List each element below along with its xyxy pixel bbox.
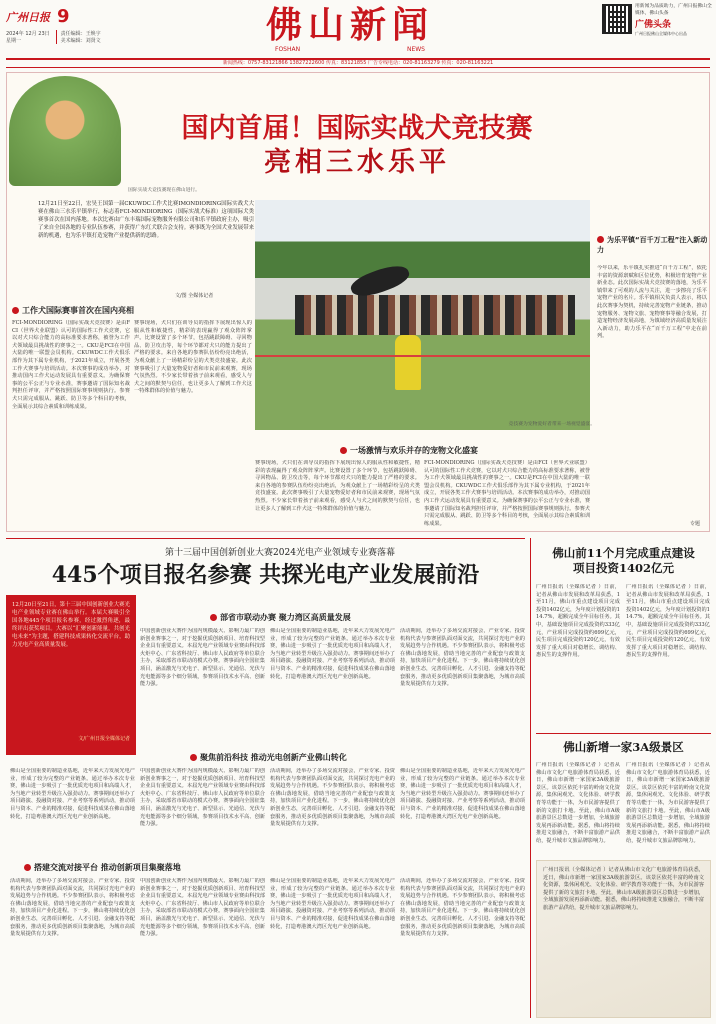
hotline-bar: 新闻热线：0757-83121866 13827222600 传真：83121855 广告专线电话：020-81163279 传真：020-81163221 xyxy=(6,58,710,68)
lead-byline: 文/图 全媒体记者 xyxy=(175,293,214,299)
column-divider xyxy=(530,538,531,1018)
masthead-left xyxy=(6,6,116,46)
lead-title-line2: 亮相三水乐平 xyxy=(264,147,450,178)
issue-date: 2024年 12月 23日 xyxy=(6,31,50,37)
designer: 美术编辑：刘贤文 xyxy=(60,38,101,44)
brief-1-title: 佛山前11个月完成重点建设 xyxy=(552,546,695,560)
second-summary-box xyxy=(6,595,136,755)
spectators xyxy=(295,295,575,335)
editor: 责任编辑：王焕宇 xyxy=(60,31,101,37)
brief-2-space xyxy=(536,860,711,1018)
second-column-10: 佛山是全国重要的制造业基地，近年来大力发展光电产业，形成了较为完整的产业链条。通过举办本次专业赛，佛山进一步吸引了一批优质光电项目和高端人才，为当地产业转型升级注入强劲动力。赛事期间还举办了项目路演、投融资对接、产业考察等系列活动，推动项目与资本、产业的精准对接，促进科技成果在佛山落地转化，打造粤港澳大湾区光电产业创新高地。 xyxy=(270,878,395,930)
lead-column-5: 今年以来，乐平镇扎实推进“百千万工程”，依托丰富的资源禀赋和区位优势，积极培育宠物产业新业态。此次国际实战犬竞技赛的落地，为乐平镇带来了可观的人流与关注，进一步擦亮了乐平宠物产业的名片。乐平镇相关负责人表示，将以此次赛事为契机，持续完善宠物产业链条，推动宠物服务、宠物文旅、宠物赛事等融合发展，打造宠物经济发展高地，为镇域经济高质量发展注入新动力，助力乐平在“百千万工程”中走在前列。 xyxy=(597,265,707,340)
lead-headline xyxy=(122,112,592,180)
brief-1-column-1: 广州日报讯（全媒体记者 ）日前，记者从佛山市发展和改革局获悉，1至11月，佛山市重点建设项目完成投资1402亿元，为年度计划投资的114.7%，超额完成全年目标任务。其中，基础设施项目完成投资约333亿元，产业项目完成投资约699亿元，民生项目完成投资约120亿元，有效发挥了重大项目对稳增长、调结构、惠民生的支撑作用。 xyxy=(536,584,620,659)
competition-photo xyxy=(255,200,590,430)
lead-intro: 12月21日至22日，宏昊王国第一届CKUWDC工作犬比赛IMONDIORING国际实战犬大赛在佛山三水乐平镇举行，标志着FCI-MONDIORING（国际实战犬标准）这项国际犬类赛事首次在国内落地。本次比赛由广东丰瑞国际宠物服务有限公司和乐平镇政府主办，吸引了来自全国各地的专业队伍参赛，并获得广东红犬联合会支持。赛事既为全国犬业发展带来新的机遇，也为乐平镇打造宠物产业提供新的思路。 xyxy=(38,201,254,239)
bullet-icon xyxy=(210,614,217,621)
qr-code-icon xyxy=(602,4,632,34)
brand-name: 广佛头条 xyxy=(635,20,672,30)
section-en-2: NEWS xyxy=(406,46,425,53)
brief-2-column-2: 广州日报讯（全媒体记者 ）记者从佛山市文化广电旅游体育局获悉，近日，佛山市新增一家国家3A级旅游景区。该景区依托丰富的岭南文化资源，集休闲观光、文化体验、研学教育等功能于一体，为市民游客提供了新的文旅打卡地。至此，佛山市A级旅游景区总数进一步增加，全域旅游发展再添新动能。据悉，佛山将持续推进文旅融合，不断丰富旅游产品供给，提升城市文旅品牌影响力。 xyxy=(626,762,710,844)
bullet-icon xyxy=(340,447,347,454)
second-column-6: 活动期间，还举办了多场交流对接会，产业专家、投资机构代表与参赛团队面对面交流，共同探讨光电产业的发展趋势与合作机遇。不少参赛团队表示，将积极考虑在佛山落地发展，借助当地完善的产业配套与政策支持，加快项目产业化进程。下一步，佛山将持续优化创新创业生态，完善项目孵化、人才引进、金融支持等配套服务，推动更多优质创新项目集聚落地，为城市高质量发展提供有力支撑。 xyxy=(270,768,395,828)
weekday: 星期一 xyxy=(6,38,22,44)
field-line xyxy=(255,355,590,357)
brief-1-headline xyxy=(536,546,711,576)
section-title-block xyxy=(235,2,465,53)
second-column-8: 活动期间，还举办了多场交流对接会，产业专家、投资机构代表与参赛团队面对面交流，共同探讨光电产业的发展趋势与合作机遇。不少参赛团队表示，将积极考虑在佛山落地发展，借助当地完善的产业配套与政策支持，加快项目产业化进程。下一步，佛山将持续优化创新创业生态，完善项目孵化、人才引进、金融支持等配套服务，推动更多优质创新项目集聚落地，为城市高质量发展提供有力支撑。 xyxy=(10,878,135,938)
bullet-icon xyxy=(597,236,604,243)
second-column-5: 中国创新创业大赛作为国内规模最大、影响力最广的创新创业赛事之一，对于挖掘优质创新项目、培育科技型企业具有重要意义。本届光电产业领域专业赛由科技部火炬中心、广东省科技厅、佛山市人民政府等单位联合主办，采取部省市联动的模式办赛。赛事面向全国征集项目，涵盖激光与光电子、新型显示、光通信、光伏与光电能源等多个细分领域，参赛项目技术水平高、创新能力强。 xyxy=(140,768,265,828)
lead-column-2: 赛事现场，犬只们在训导员的指挥下展现出惊人的服从性和敏捷性，精彩的表现赢得了观众阵阵掌声。比赛设置了多个环节，包括跳跃障碍、寻回物品、防卫攻击等，每个环节都对犬只的能力提出了严格的要求。来自各地的参赛队伍纷纷亮出绝活，为观众献上了一场精彩纷呈的犬类竞技盛宴。此次赛事吸引了大量宠物爱好者和市民前来观赛，现场气氛热烈。不少家长带着孩子前来观看，感受人与犬之间的默契与信任，也让更多人了解到工作犬这一特殊群体的价值与魅力。 xyxy=(134,320,252,395)
brief-divider xyxy=(536,733,711,734)
second-column-9: 中国创新创业大赛作为国内规模最大、影响力最广的创新创业赛事之一，对于挖掘优质创新项目、培育科技型企业具有重要意义。本届光电产业领域专业赛由科技部火炬中心、广东省科技厅、佛山市人民政府等单位联合主办，采取部省市联动的模式办赛。赛事面向全国征集项目，涵盖激光与光电子、新型显示、光通信、光伏与光电能源等多个细分领域，参赛项目技术水平高、创新能力强。 xyxy=(140,878,265,938)
lead-credit: 专题 xyxy=(690,521,701,527)
handler-figure xyxy=(395,335,421,390)
sub-heading-1: 工作犬国际赛事首次在国内亮相 xyxy=(12,305,232,316)
sub-heading-2: 一场激情与欢乐并存的宠物文化盛宴 xyxy=(340,445,540,456)
bullet-icon xyxy=(190,754,197,761)
brief-2-column-3: 广州日报讯（全媒体记者 ）记者从佛山市文化广电旅游体育局获悉，近日，佛山市新增一家国家3A级旅游景区。该景区依托丰富的岭南文化资源，集休闲观光、文化体验、研学教育等功能于一体，为市民游客提供了新的文旅打卡地。至此，佛山市A级旅游景区总数进一步增加，全域旅游发展再添新动能。据悉，佛山将持续推进文旅融合，不断丰富旅游产品供给，提升城市文旅品牌影响力。 xyxy=(543,867,704,911)
brief-2-title: 佛山新增一家3A级景区 xyxy=(563,740,684,754)
second-column-2: 佛山是全国重要的制造业基地，近年来大力发展光电产业，形成了较为完整的产业链条。通过举办本次专业赛，佛山进一步吸引了一批优质光电项目和高端人才，为当地产业转型升级注入强劲动力。赛事期间还举办了项目路演、投融资对接、产业考察等系列活动，推动项目与资本、产业的精准对接，促进科技成果在佛山落地转化，打造粤港澳大湾区光电产业创新高地。 xyxy=(270,628,395,680)
page-number: 9 xyxy=(57,6,70,27)
second-sub-3: 搭建交流对接平台 推动创新项目集聚落地 xyxy=(24,862,284,873)
second-column-1: 中国创新创业大赛作为国内规模最大、影响力最广的创新创业赛事之一，对于挖掘优质创新项目、培育科技型企业具有重要意义。本届光电产业领域专业赛由科技部火炬中心、广东省科技厅、佛山市人民政府等单位联合主办，采取部省市联动的模式办赛。赛事面向全国征集项目，涵盖激光与光电子、新型显示、光通信、光伏与光电能源等多个细分领域，参赛项目技术水平高、创新能力强。 xyxy=(140,628,265,688)
section-title: 佛山新闻 xyxy=(265,4,434,46)
section-en: FOSHAN xyxy=(275,46,301,53)
brief-1-column-2: 广州日报讯（全媒体记者 ）日前，记者从佛山市发展和改革局获悉，1至11月，佛山市重点建设项目完成投资1402亿元，为年度计划投资的114.7%，超额完成全年目标任务。其中，基础设施项目完成投资约333亿元，产业项目完成投资约699亿元，民生项目完成投资约120亿元，有效发挥了重大项目对稳增长、调结构、惠民生的支撑作用。 xyxy=(626,584,710,659)
second-box-credit: 文/广州日报全媒体记者 xyxy=(78,736,130,742)
second-column-3: 活动期间，还举办了多场交流对接会，产业专家、投资机构代表与参赛团队面对面交流，共同探讨光电产业的发展趋势与合作机遇。不少参赛团队表示，将积极考虑在佛山落地发展，借助当地完善的产业配套与政策支持，加快项目产业化进程。下一步，佛山将持续优化创新创业生态，完善项目孵化、人才引进、金融支持等配套服务，推动更多优质创新项目集聚落地，为城市高质量发展提供有力支撑。 xyxy=(400,628,525,688)
second-sub-2: 聚焦前沿科技 推动光电创新产业佛山转化 xyxy=(190,752,450,763)
second-sub-1: 部省市联动办赛 聚力湾区高质量发展 xyxy=(210,612,460,623)
photo2-caption: 竞技赛为宠物爱好者带来一场视觉盛宴。 xyxy=(508,422,595,427)
corgi-photo xyxy=(9,76,121,186)
second-column-7: 佛山是全国重要的制造业基地，近年来大力发展光电产业，形成了较为完整的产业链条。通过举办本次专业赛，佛山进一步吸引了一批优质光电项目和高端人才，为当地产业转型升级注入强劲动力。赛事期间还举办了项目路演、投融资对接、产业考察等系列活动，推动项目与资本、产业的精准对接，促进科技成果在佛山落地转化，打造粤港澳大湾区光电产业创新高地。 xyxy=(400,768,525,820)
brief-2-column-1: 广州日报讯（全媒体记者 ）记者从佛山市文化广电旅游体育局获悉，近日，佛山市新增一家国家3A级旅游景区。该景区依托丰富的岭南文化资源，集休闲观光、文化体验、研学教育等功能于一体，为市民游客提供了新的文旅打卡地。至此，佛山市A级旅游景区总数进一步增加，全域旅游发展再添新动能。据悉，佛山将持续推进文旅融合，不断丰富旅游产品供给，提升城市文旅品牌影响力。 xyxy=(536,762,620,844)
second-box-text: 12月20日至21日，第十三届中国创新创业大赛光电产业领域专业赛在佛山举行。本届大赛吸引全国各地445个项目报名参赛，经过激烈角逐，最终评出获奖项目。大赛以“汇聚创新能量，共创光电未来”为主题，搭建科技成果转化交流平台，助力光电产业高质量发展。 xyxy=(12,602,130,648)
lead-column-4: FCI-MONDIORING（国际实战犬竞技赛）是由FCI（世界犬业联盟）认可的国际性工作犬竞赛，它以对犬只综合能力的高标准要求著称，被誉为工作犬领域最具挑战性的赛事之一。CKU是FCI在中国大陆的唯一联盟会员机构。CKUWDC工作犬俱乐部作为其下属专业机构，于2021年成立，开展各类工作犬赛事与培训活动。本次赛事的成功举办，对推动国内工作犬运动发展具有重要意义。为确保赛事的公平公正与专业水准，赛事邀请了国际知名裁判担任评审，并严格按照国际赛事规则执行。参赛犬只需完成服从、跳跃、防卫等多个科目的考核，全面展示其综合素质和训练成果。 xyxy=(424,460,590,527)
divider xyxy=(6,538,525,539)
second-headline: 445个项目报名参赛 共探光电产业发展前沿 xyxy=(51,562,480,588)
paper-logo: 广州日报 xyxy=(6,10,50,24)
brief-1-title-2: 项目投资1402亿元 xyxy=(572,561,674,575)
qr-sub-text: 广州日报佛山全媒体中心出品 xyxy=(635,31,687,36)
second-column-11: 活动期间，还举办了多场交流对接会，产业专家、投资机构代表与参赛团队面对面交流，共同探讨光电产业的发展趋势与合作机遇。不少参赛团队表示，将积极考虑在佛山落地发展，借助当地完善的产业配套与政策支持，加快项目产业化进程。下一步，佛山将持续优化创新创业生态，完善项目孵化、人才引进、金融支持等配套服务，推动更多优质创新项目集聚落地，为城市高质量发展提供有力支撑。 xyxy=(400,878,525,938)
second-column-4: 佛山是全国重要的制造业基地，近年来大力发展光电产业，形成了较为完整的产业链条。通过举办本次专业赛，佛山进一步吸引了一批优质光电项目和高端人才，为当地产业转型升级注入强劲动力。赛事期间还举办了项目路演、投融资对接、产业考察等系列活动，推动项目与资本、产业的精准对接，促进科技成果在佛山落地转化，打造粤港澳大湾区光电产业创新高地。 xyxy=(10,768,135,820)
lead-title-line1: 国内首届！国际实战犬竞技赛 xyxy=(181,113,533,144)
sub-heading-3: 为乐平镇“百千万工程”注入新动力 xyxy=(597,236,708,254)
bullet-icon xyxy=(12,307,19,314)
qr-block xyxy=(602,4,712,56)
qr-text: 用新闻为品质助力，广州日报佛山全媒体，佛山头条 xyxy=(635,4,712,16)
photo-caption: 国际实战犬竞技赛现在佛山进行。 xyxy=(128,188,200,193)
bullet-icon xyxy=(24,864,31,871)
lead-column-3: 赛事现场，犬只们在训导员的指挥下展现出惊人的服从性和敏捷性，精彩的表现赢得了观众阵阵掌声。比赛设置了多个环节，包括跳跃障碍、寻回物品、防卫攻击等，每个环节都对犬只的能力提出了严格的要求。来自各地的参赛队伍纷纷亮出绝活，为观众献上了一场精彩纷呈的犬类竞技盛宴。此次赛事吸引了大量宠物爱好者和市民前来观赛，现场气氛热烈。不少家长带着孩子前来观看，感受人与犬之间的默契与信任，也让更多人了解到工作犬这一特殊群体的价值与魅力。 xyxy=(255,460,420,512)
second-kicker: 第十三届中国创新创业大赛2024光电产业领域专业赛落幕 xyxy=(165,548,395,558)
lead-column-1: FCI-MONDIORING（国际实战犬竞技赛）是由FCI（世界犬业联盟）认可的国际性工作犬竞赛，它以对犬只综合能力的高标准要求著称，被誉为工作犬领域最具挑战性的赛事之一。CKU是FCI在中国大陆的唯一联盟会员机构。CKUWDC工作犬俱乐部作为其下属专业机构，于2021年成立，开展各类工作犬赛事与培训活动。本次赛事的成功举办，对推动国内工作犬运动发展具有重要意义。为确保赛事的公平公正与专业水准，赛事邀请了国际知名裁判担任评审，并严格按照国际赛事规则执行。参赛犬只需完成服从、跳跃、防卫等多个科目的考核，全面展示其综合素质和训练成果。 xyxy=(12,320,130,410)
